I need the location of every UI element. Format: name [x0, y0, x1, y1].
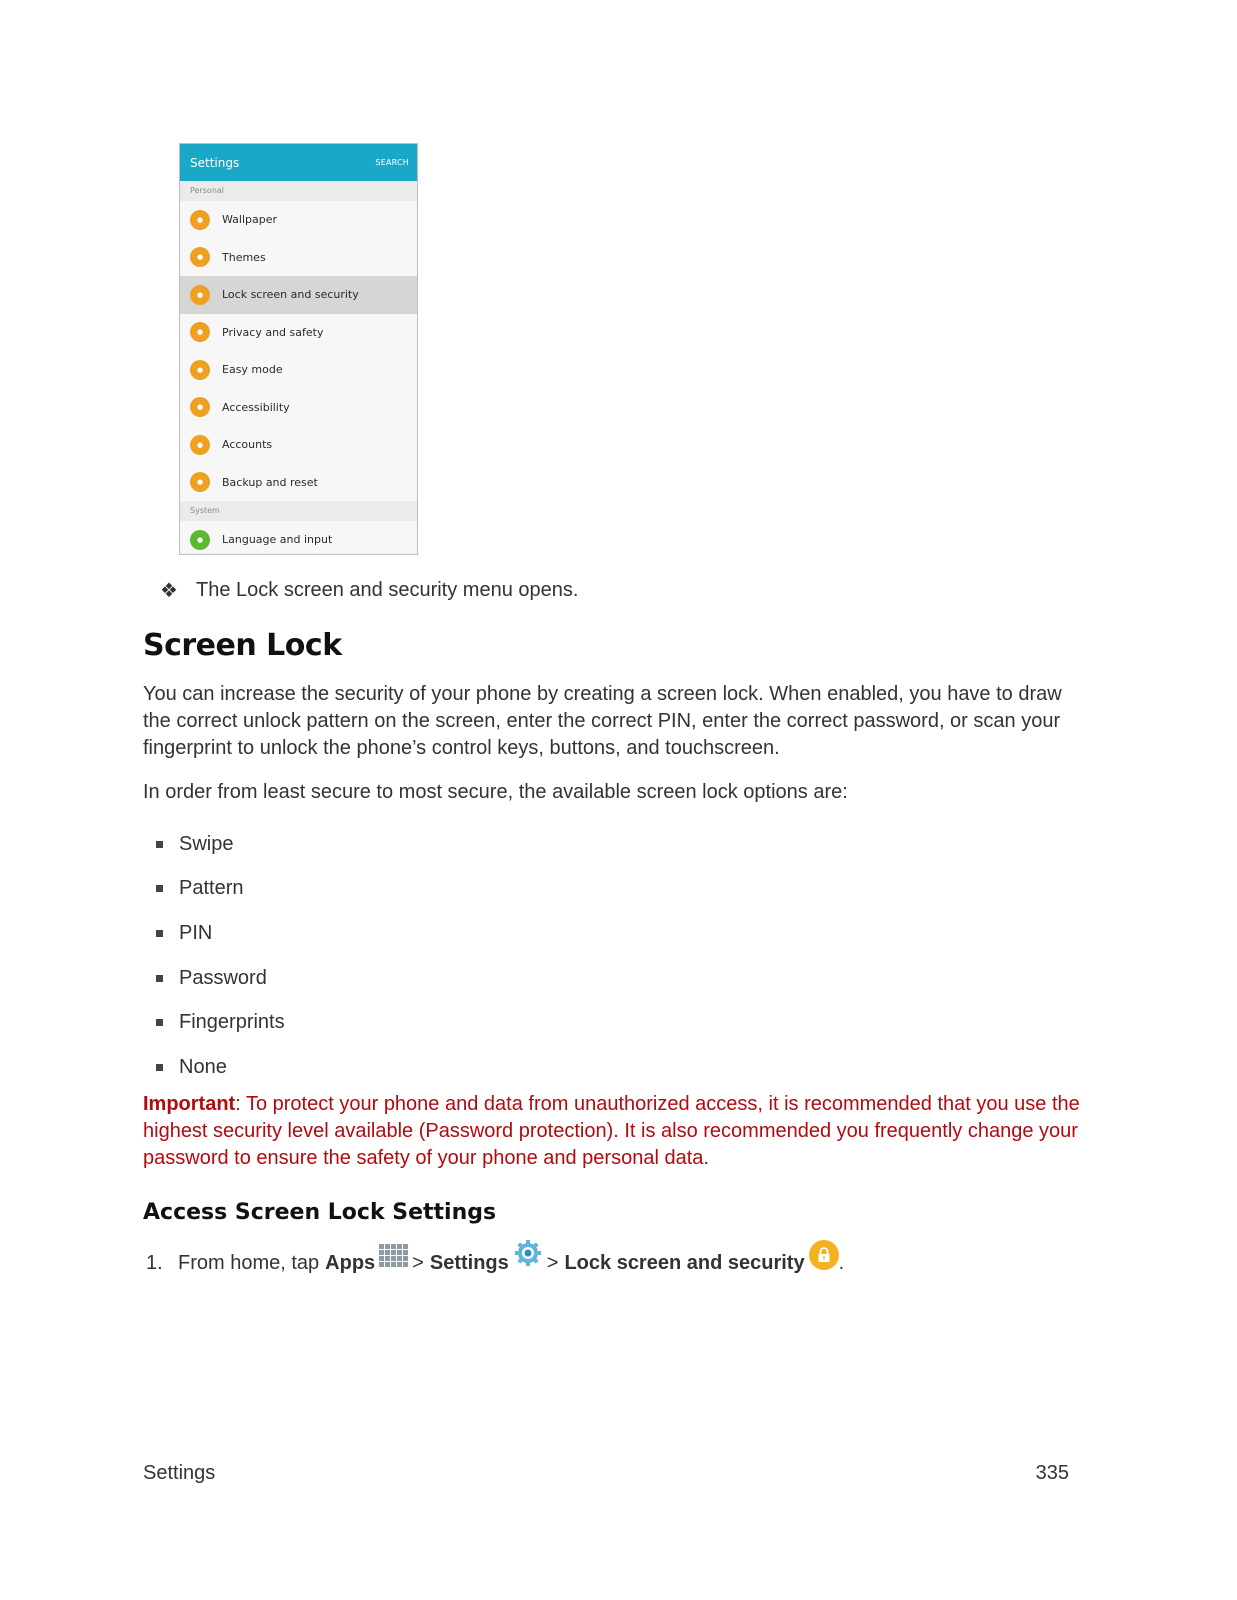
option-label: Swipe [179, 832, 234, 855]
system-settings-list [180, 521, 417, 555]
settings-item-label: Wallpaper [222, 213, 278, 227]
settings-item-backup-and-reset[interactable] [180, 464, 417, 502]
settings-item-easy-mode[interactable] [180, 351, 417, 389]
important-text: : To protect your phone and data from unauthorized access, it is recommended that you use the highest security level available (Password protection). It is also recommended you frequently change your password to ensure the safety of your phone and personal data. [143, 1093, 1080, 1169]
accessibility-icon: ● [190, 397, 210, 417]
settings-gear-icon [513, 1238, 543, 1274]
apps-grid-icon [379, 1244, 408, 1267]
screen-lock-options-list [143, 822, 285, 1090]
key-icon: ● [190, 435, 210, 455]
square-bullet-icon [156, 930, 163, 937]
separator: > [412, 1251, 424, 1274]
option-label: Pattern [179, 877, 244, 900]
separator: > [546, 1251, 559, 1274]
backup-icon: ● [190, 472, 210, 492]
section-personal: Personal [180, 181, 417, 201]
important-label: Important [143, 1093, 236, 1115]
square-bullet-icon [156, 1019, 163, 1026]
section-system: System [180, 501, 417, 521]
lock-icon [809, 1240, 839, 1270]
step-1 [146, 1243, 844, 1283]
option-label: None [179, 1055, 227, 1078]
settings-item-wallpaper[interactable] [180, 201, 417, 239]
wallpaper-icon: ● [190, 210, 210, 230]
settings-item-language-and-input[interactable] [180, 521, 417, 555]
list-item [143, 1045, 285, 1090]
order-paragraph: In order from least secure to most secure, the available screen lock options are: [143, 781, 848, 803]
step-result [160, 578, 578, 603]
square-bullet-icon [156, 841, 163, 848]
result-text: The Lock screen and security menu opens. [196, 579, 579, 601]
option-label: Password [179, 966, 267, 989]
subsection-heading: Access Screen Lock Settings [143, 1200, 497, 1225]
square-bullet-icon [156, 1064, 163, 1071]
settings-item-accounts[interactable] [180, 426, 417, 464]
settings-app-bar [180, 144, 417, 181]
important-note [143, 1091, 1083, 1172]
settings-item-themes[interactable] [180, 239, 417, 277]
search-button[interactable]: SEARCH [375, 158, 409, 167]
list-item [143, 867, 285, 912]
settings-item-label: Privacy and safety [222, 325, 324, 339]
list-item [143, 822, 285, 867]
square-bullet-icon [156, 975, 163, 982]
privacy-icon: ● [190, 322, 210, 342]
option-label: PIN [179, 921, 213, 944]
personal-settings-list [180, 201, 417, 501]
intro-paragraph: You can increase the security of your phone by creating a screen lock. When enabled, you have to draw the correct unlock pattern on the screen, enter the correct PIN, enter the correct password, or scan your fingerprint to unlock the phone’s control keys, buttons, and touchscreen. [143, 683, 1062, 759]
language-icon: ● [190, 530, 210, 550]
footer-section: Settings [143, 1462, 216, 1484]
list-item [143, 911, 285, 956]
option-label: Fingerprints [179, 1011, 285, 1034]
settings-screenshot [179, 143, 418, 555]
step-number: 1. [146, 1251, 163, 1274]
list-item [143, 1000, 285, 1045]
step-prefix: From home, tap [178, 1251, 320, 1274]
settings-label: Settings [429, 1251, 509, 1274]
page-number: 335 [1035, 1462, 1069, 1484]
settings-item-accessibility[interactable] [180, 389, 417, 427]
themes-icon: ● [190, 247, 210, 267]
section-heading: Screen Lock [143, 628, 342, 663]
settings-item-label: Language and input [222, 533, 333, 547]
apps-label: Apps [325, 1251, 376, 1274]
settings-item-label: Backup and reset [222, 475, 318, 489]
easy-mode-icon: ● [190, 360, 210, 380]
four-diamond-bullet-icon: ❖ [160, 580, 178, 602]
settings-title: Settings [190, 155, 240, 170]
list-item [143, 956, 285, 1001]
settings-item-label: Themes [222, 250, 266, 264]
settings-item-label: Lock screen and security [222, 288, 359, 302]
settings-item-label: Accounts [222, 438, 273, 452]
square-bullet-icon [156, 885, 163, 892]
lock-icon: ● [190, 285, 210, 305]
settings-item-label: Easy mode [222, 363, 283, 377]
settings-item-label: Accessibility [222, 400, 290, 414]
step-suffix: . [838, 1251, 845, 1274]
settings-item-lock-screen-and-security[interactable] [180, 276, 417, 314]
settings-item-privacy-and-safety[interactable] [180, 314, 417, 352]
lock-screen-label: Lock screen and security [564, 1251, 805, 1274]
